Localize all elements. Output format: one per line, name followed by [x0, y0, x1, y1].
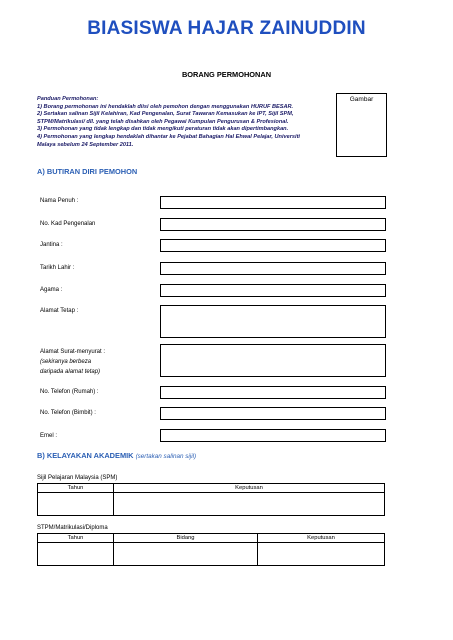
ic-number-field[interactable]: [160, 218, 386, 231]
spm-result-cell[interactable]: [114, 493, 385, 516]
label-full-name: Nama Penuh :: [40, 198, 79, 204]
label-mailing-address: [40, 348, 105, 376]
guide-line: STPM/Matrikulasi/ dll. yang telah disahkan oleh Pegawai Kumpulan Pengurusan & Profesional.: [37, 118, 289, 125]
stpm-header-result: Keputusan: [258, 534, 385, 543]
stpm-field-cell[interactable]: [114, 543, 258, 566]
spm-caption: Sijil Pelajaran Malaysia (SPM): [37, 475, 118, 481]
section-b-title: [37, 451, 196, 460]
section-b-heading: B) KELAYAKAN AKADEMIK: [37, 451, 134, 460]
label-birth-date: Tarikh Lahir :: [40, 265, 75, 271]
full-name-field[interactable]: [160, 196, 386, 209]
page-title: BIASISWA HAJAR ZAINUDDIN: [87, 18, 366, 39]
label-mobile-phone: No. Telefon (Bimbit) :: [40, 410, 96, 416]
mailing-address-note: (sekiranya berbeza: [40, 359, 92, 365]
label-permanent-address: Alamat Tetap :: [40, 308, 79, 314]
form-subtitle: BORANG PERMOHONAN: [181, 70, 272, 79]
label-gender: Jantina :: [40, 242, 63, 248]
guide-line: 2) Sertakan salinan Sijil Kelahiran, Kad Pengenalan, Surat Tawaran Kemasukan ke IPT, Sijil SPM,: [37, 111, 294, 118]
section-a-title: A) BUTIRAN DIRI PEMOHON: [37, 167, 138, 176]
stpm-header-year: Tahun: [38, 534, 114, 543]
guide-line: 3) Permohonan yang tidak lengkap dan tidak mengikuti peraturan tidak akan dipertimbangkan.: [37, 126, 289, 133]
label-home-phone: No. Telefon (Rumah) :: [40, 389, 99, 395]
email-field[interactable]: [160, 429, 386, 442]
label-religion: Agama :: [40, 287, 63, 293]
label-ic-number: No. Kad Pengenalan: [40, 221, 96, 227]
mailing-address-label: Alamat Surat-menyurat :: [40, 349, 106, 355]
mailing-address-note: daripada alamat tetap): [40, 369, 101, 375]
spm-header-year: Tahun: [38, 484, 114, 493]
stpm-caption: STPM/Matrikulasi/Diploma: [37, 525, 108, 531]
birth-date-field[interactable]: [160, 262, 386, 275]
spm-header-result: Keputusan: [114, 484, 385, 493]
spm-table: [37, 483, 385, 516]
guide-heading: Panduan Permohonan:: [37, 96, 99, 102]
guide-line: Malaya sebelum 24 September 2011.: [37, 141, 134, 148]
guide-line: 1) Borang permohonan ini hendaklah diisi oleh pemohon dengan menggunakan HURUF BESAR.: [37, 103, 294, 110]
stpm-header-field: Bidang: [114, 534, 258, 543]
mobile-phone-field[interactable]: [160, 407, 386, 420]
photo-box: [336, 93, 387, 157]
mailing-address-field[interactable]: [160, 344, 386, 377]
application-guide: [37, 96, 332, 149]
religion-field[interactable]: [160, 284, 386, 297]
photo-label: Gambar: [349, 96, 374, 103]
guide-line: 4) Permohonan yang lengkap hendaklah dihantar ke Pejabat Bahagian Hal Ehwal Pelajar, Universiti: [37, 133, 300, 140]
home-phone-field[interactable]: [160, 386, 386, 399]
stpm-table: [37, 533, 385, 566]
spm-year-cell[interactable]: [38, 493, 114, 516]
stpm-year-cell[interactable]: [38, 543, 114, 566]
permanent-address-field[interactable]: [160, 305, 386, 338]
stpm-result-cell[interactable]: [258, 543, 385, 566]
section-b-note: (sertakan salinan sijil): [135, 453, 197, 460]
label-email: Emel :: [40, 433, 58, 439]
gender-field[interactable]: [160, 239, 386, 252]
